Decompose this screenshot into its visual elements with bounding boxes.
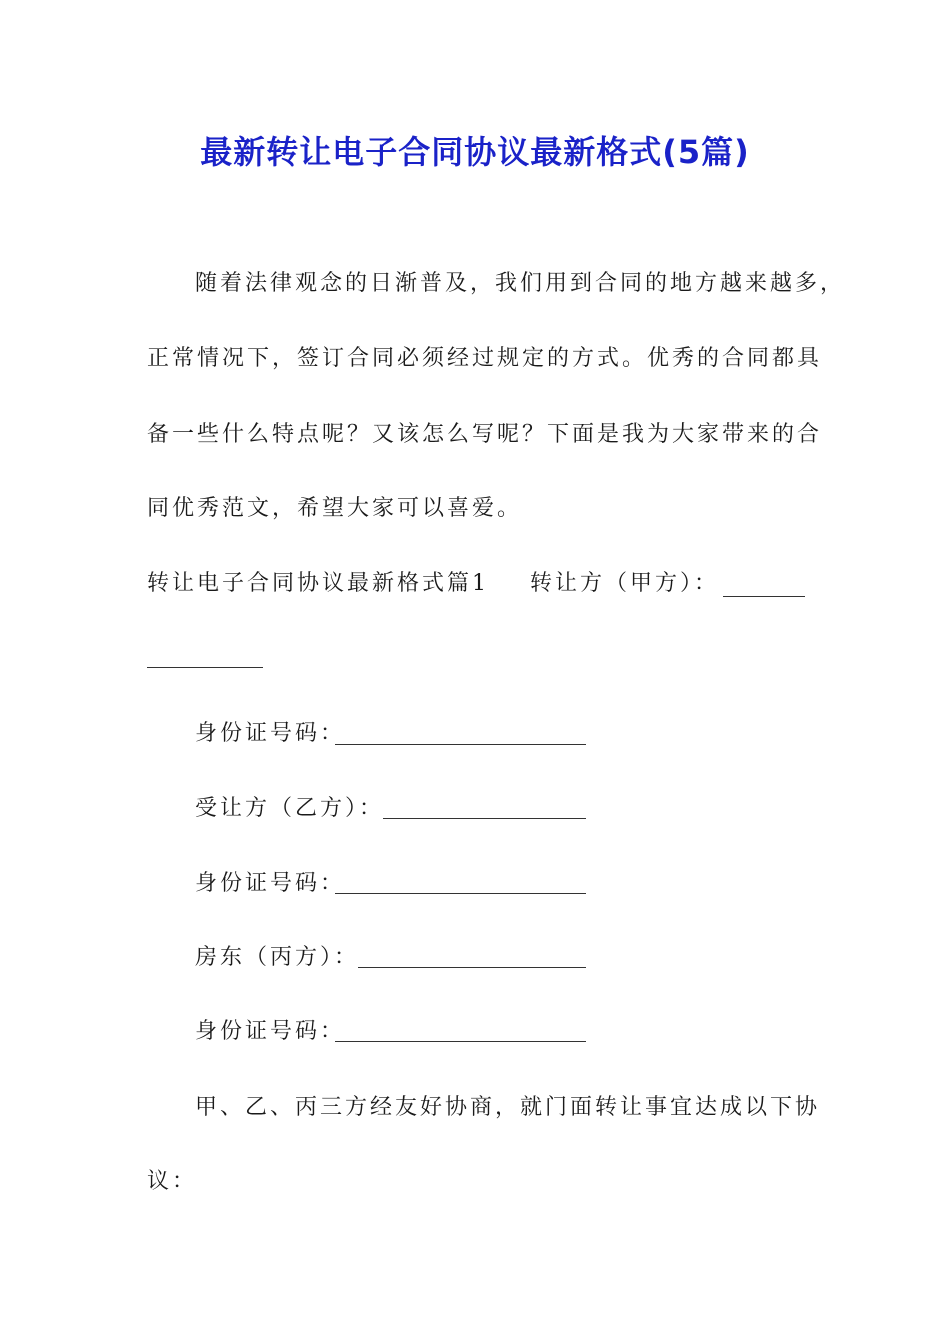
id-number-blank-2: [335, 893, 586, 894]
agreement-line-2: 议：: [147, 1169, 198, 1194]
agreement-line-1: 甲、乙、丙三方经友好协商，就门面转让事宜达成以下协: [195, 1095, 821, 1120]
id-number-blank-3: [335, 1041, 586, 1042]
transferor-blank-1: [723, 596, 805, 597]
transferor-label: 转让方（甲方）：: [530, 571, 720, 596]
transferee-blank: [383, 818, 586, 819]
landlord-label: 房东（丙方）：: [195, 945, 360, 970]
section-heading: 转让电子合同协议最新格式篇1: [147, 571, 489, 596]
transferor-blank-2: [147, 667, 263, 668]
intro-line-1: 随着法律观念的日渐普及，我们用到合同的地方越来越多，: [195, 271, 846, 296]
intro-line-3: 备一些什么特点呢？又该怎么写呢？下面是我为大家带来的合: [147, 422, 823, 447]
transferee-label: 受让方（乙方）：: [195, 796, 385, 821]
id-number-label-3: 身份证号码：: [195, 1019, 346, 1044]
intro-line-2: 正常情况下，签订合同必须经过规定的方式。优秀的合同都具: [147, 346, 823, 371]
id-number-label-1: 身份证号码：: [195, 721, 346, 746]
page-title: 最新转让电子合同协议最新格式(5篇): [200, 133, 750, 171]
landlord-blank: [358, 967, 586, 968]
intro-line-4: 同优秀范文，希望大家可以喜爱。: [147, 496, 523, 521]
id-number-blank-1: [335, 744, 586, 745]
id-number-label-2: 身份证号码：: [195, 871, 346, 896]
